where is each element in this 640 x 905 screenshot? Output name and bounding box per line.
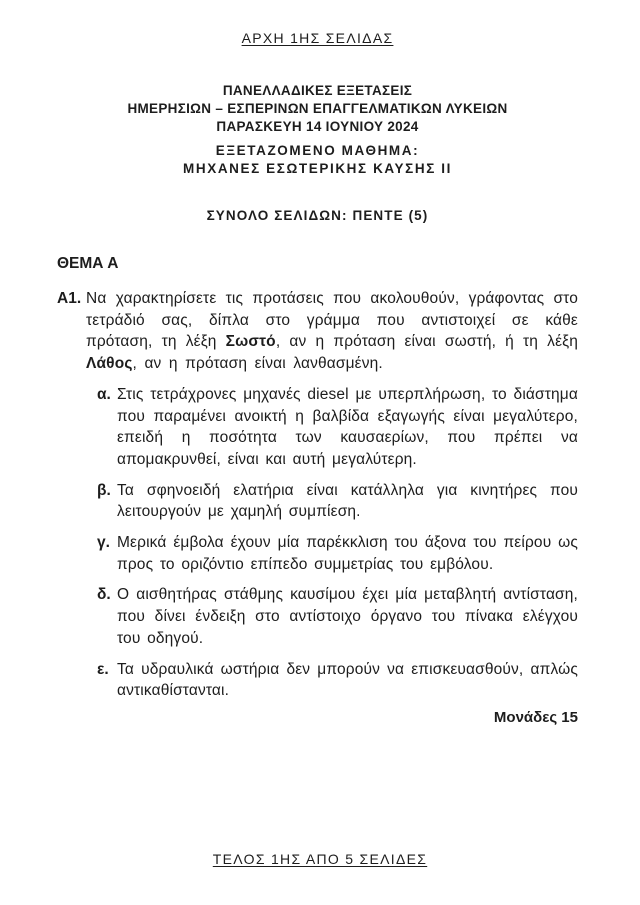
points-badge: Μονάδες 15 [493, 708, 578, 726]
page-end-text: ΤΕΛΟΣ 1ΗΣ ΑΠΟ 5 ΣΕΛΙΔΕΣ [212, 851, 428, 867]
intro-part-3: , αν η πρόταση είναι λανθασμένη. [132, 355, 383, 373]
question-a1-text [86, 288, 578, 375]
statement-alpha-text: Στις τετράχρονες μηχανές diesel με υπερπλήρωση, το διάστημα που παραμένει ανοικτή η βαλβίδα εξαγωγής είναι μεγαλύτερο, επειδή η ποσότητα των καυσαερίων, που πρέπει να απομακρυνθεί, είναι και αυτή μεγαλύτερη. [117, 385, 578, 468]
statement-beta-text: Τα σφηνοειδή ελατήρια είναι κατάλληλα για κινητήρες που λειτουργούν με χαμηλή συμπίεση. [117, 481, 578, 521]
subject-label: ΕΞΕΤΑΖΟΜΕΝΟ ΜΑΘΗΜΑ: [215, 143, 420, 158]
statement-gamma-text: Μερικά έμβολα έχουν μία παρέκκλιση του άξονα του πείρου ως προς το οριζόντιο επίπεδο συμμετρίας του εμβόλου. [117, 534, 578, 573]
exam-type-line: ΠΑΝΕΛΛΑΔΙΚΕΣ ΕΞΕΤΑΣΕΙΣ [222, 83, 413, 98]
page-start-marker [57, 0, 578, 46]
page-end-marker [0, 851, 640, 867]
statement-beta-label: β. [97, 481, 111, 499]
statement-gamma [97, 532, 578, 575]
statement-delta [97, 584, 578, 649]
statement-delta-text: Ο αισθητήρας στάθμης καυσίμου έχει μία μεταβλητή αντίσταση, που δίνει ένδειξη στο αντίστοιχο όργανο του πίνακα ελέγχου του οδηγού. [117, 586, 578, 647]
statement-beta [97, 480, 578, 523]
statement-alpha-label: α. [97, 385, 111, 403]
statement-alpha [97, 384, 578, 471]
intro-part-1: Να χαρακτηρίσετε τις προτάσεις που ακολουθούν, γράφοντας στο τετράδιό σας, δίπλα στο γράμμα που αντιστοιχεί σε κάθε πρόταση, τη λέξη [86, 290, 578, 351]
statement-epsilon-label: ε. [97, 660, 109, 678]
exam-date-line: ΠΑΡΑΣΚΕΥΗ 14 ΙΟΥΝΙΟΥ 2024 [216, 119, 419, 134]
exam-title-block [57, 82, 578, 136]
pages-total: ΣΥΝΟΛΟ ΣΕΛΙΔΩΝ: ΠΕΝΤΕ (5) [206, 208, 429, 223]
keyword-correct: Σωστό [225, 333, 276, 351]
question-a1-label: Α1. [57, 290, 82, 307]
school-type-line: ΗΜΕΡΗΣΙΩΝ – ΕΣΠΕΡΙΝΩΝ ΕΠΑΓΓΕΛΜΑΤΙΚΩΝ ΛΥΚΕΙΩΝ [127, 101, 508, 116]
statement-delta-label: δ. [97, 586, 111, 604]
subject-block [57, 142, 578, 178]
keyword-wrong: Λάθος [86, 355, 133, 373]
subject-name: ΜΗΧΑΝΕΣ ΕΣΩΤΕΡΙΚΗΣ ΚΑΥΣΗΣ ΙΙ [183, 161, 452, 176]
page-start-text: ΑΡΧΗ 1ΗΣ ΣΕΛΙΔΑΣ [241, 30, 394, 46]
statement-epsilon [97, 659, 578, 702]
theme-a-title: ΘΕΜΑ Α [57, 255, 119, 272]
question-a1 [57, 288, 578, 375]
statement-epsilon-text: Τα υδραυλικά ωστήρια δεν μπορούν να επισκευασθούν, απλώς αντικαθίστανται. [117, 660, 578, 700]
intro-part-2: , αν η πρόταση είναι σωστή, ή τη λέξη [275, 333, 579, 351]
statement-gamma-label: γ. [97, 534, 110, 552]
